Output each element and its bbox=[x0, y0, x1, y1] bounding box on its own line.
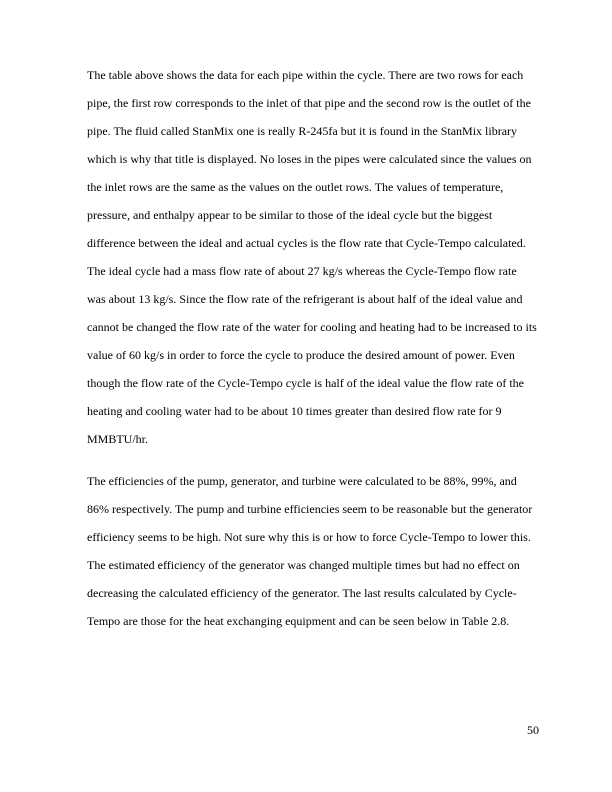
text-line: was about 13 kg/s. Since the flow rate of the refrigerant is about half of the ideal value and bbox=[87, 292, 523, 306]
text-line: cannot be changed the flow rate of the water for cooling and heating had to be increased to its bbox=[87, 320, 537, 334]
text-line: decreasing the calculated efficiency of the generator. The last results calculated by Cycle- bbox=[87, 586, 517, 600]
text-line: though the flow rate of the Cycle-Tempo cycle is half of the ideal value the flow rate of the bbox=[87, 376, 524, 390]
text-line: pipe, the first row corresponds to the inlet of that pipe and the second row is the outlet of the bbox=[87, 96, 531, 110]
paragraph-efficiencies-discussion bbox=[87, 467, 557, 635]
text-line: The ideal cycle had a mass flow rate of about 27 kg/s whereas the Cycle-Tempo flow rate bbox=[87, 264, 517, 278]
text-line: MMBTU/hr. bbox=[87, 432, 149, 446]
text-line: 86% respectively. The pump and turbine efficiencies seem to be reasonable but the generator bbox=[87, 502, 533, 516]
text-line: which is why that title is displayed. No loses in the pipes were calculated since the values on bbox=[87, 152, 532, 166]
text-line: value of 60 kg/s in order to force the cycle to produce the desired amount of power. Even bbox=[87, 348, 515, 362]
paragraph-pipe-table-discussion bbox=[87, 61, 557, 453]
page-body-text bbox=[87, 61, 557, 649]
text-line: difference between the ideal and actual cycles is the flow rate that Cycle-Tempo calculated. bbox=[87, 236, 526, 250]
text-line: pressure, and enthalpy appear to be similar to those of the ideal cycle but the biggest bbox=[87, 208, 493, 222]
page-number: 50 bbox=[527, 723, 539, 737]
text-line: the inlet rows are the same as the values on the outlet rows. The values of temperature, bbox=[87, 180, 504, 194]
text-line: heating and cooling water had to be about 10 times greater than desired flow rate for 9 bbox=[87, 404, 502, 418]
text-line: pipe. The fluid called StanMix one is really R-245fa but it is found in the StanMix library bbox=[87, 124, 518, 138]
text-line: The table above shows the data for each pipe within the cycle. There are two rows for each bbox=[87, 68, 524, 82]
text-line: The efficiencies of the pump, generator, and turbine were calculated to be 88%, 99%, and bbox=[87, 474, 517, 488]
text-line: Tempo are those for the heat exchanging equipment and can be seen below in Table 2.8. bbox=[87, 614, 510, 628]
text-line: The estimated efficiency of the generator was changed multiple times but had no effect on bbox=[87, 558, 520, 572]
text-line: efficiency seems to be high. Not sure why this is or how to force Cycle-Tempo to lower this. bbox=[87, 530, 531, 544]
